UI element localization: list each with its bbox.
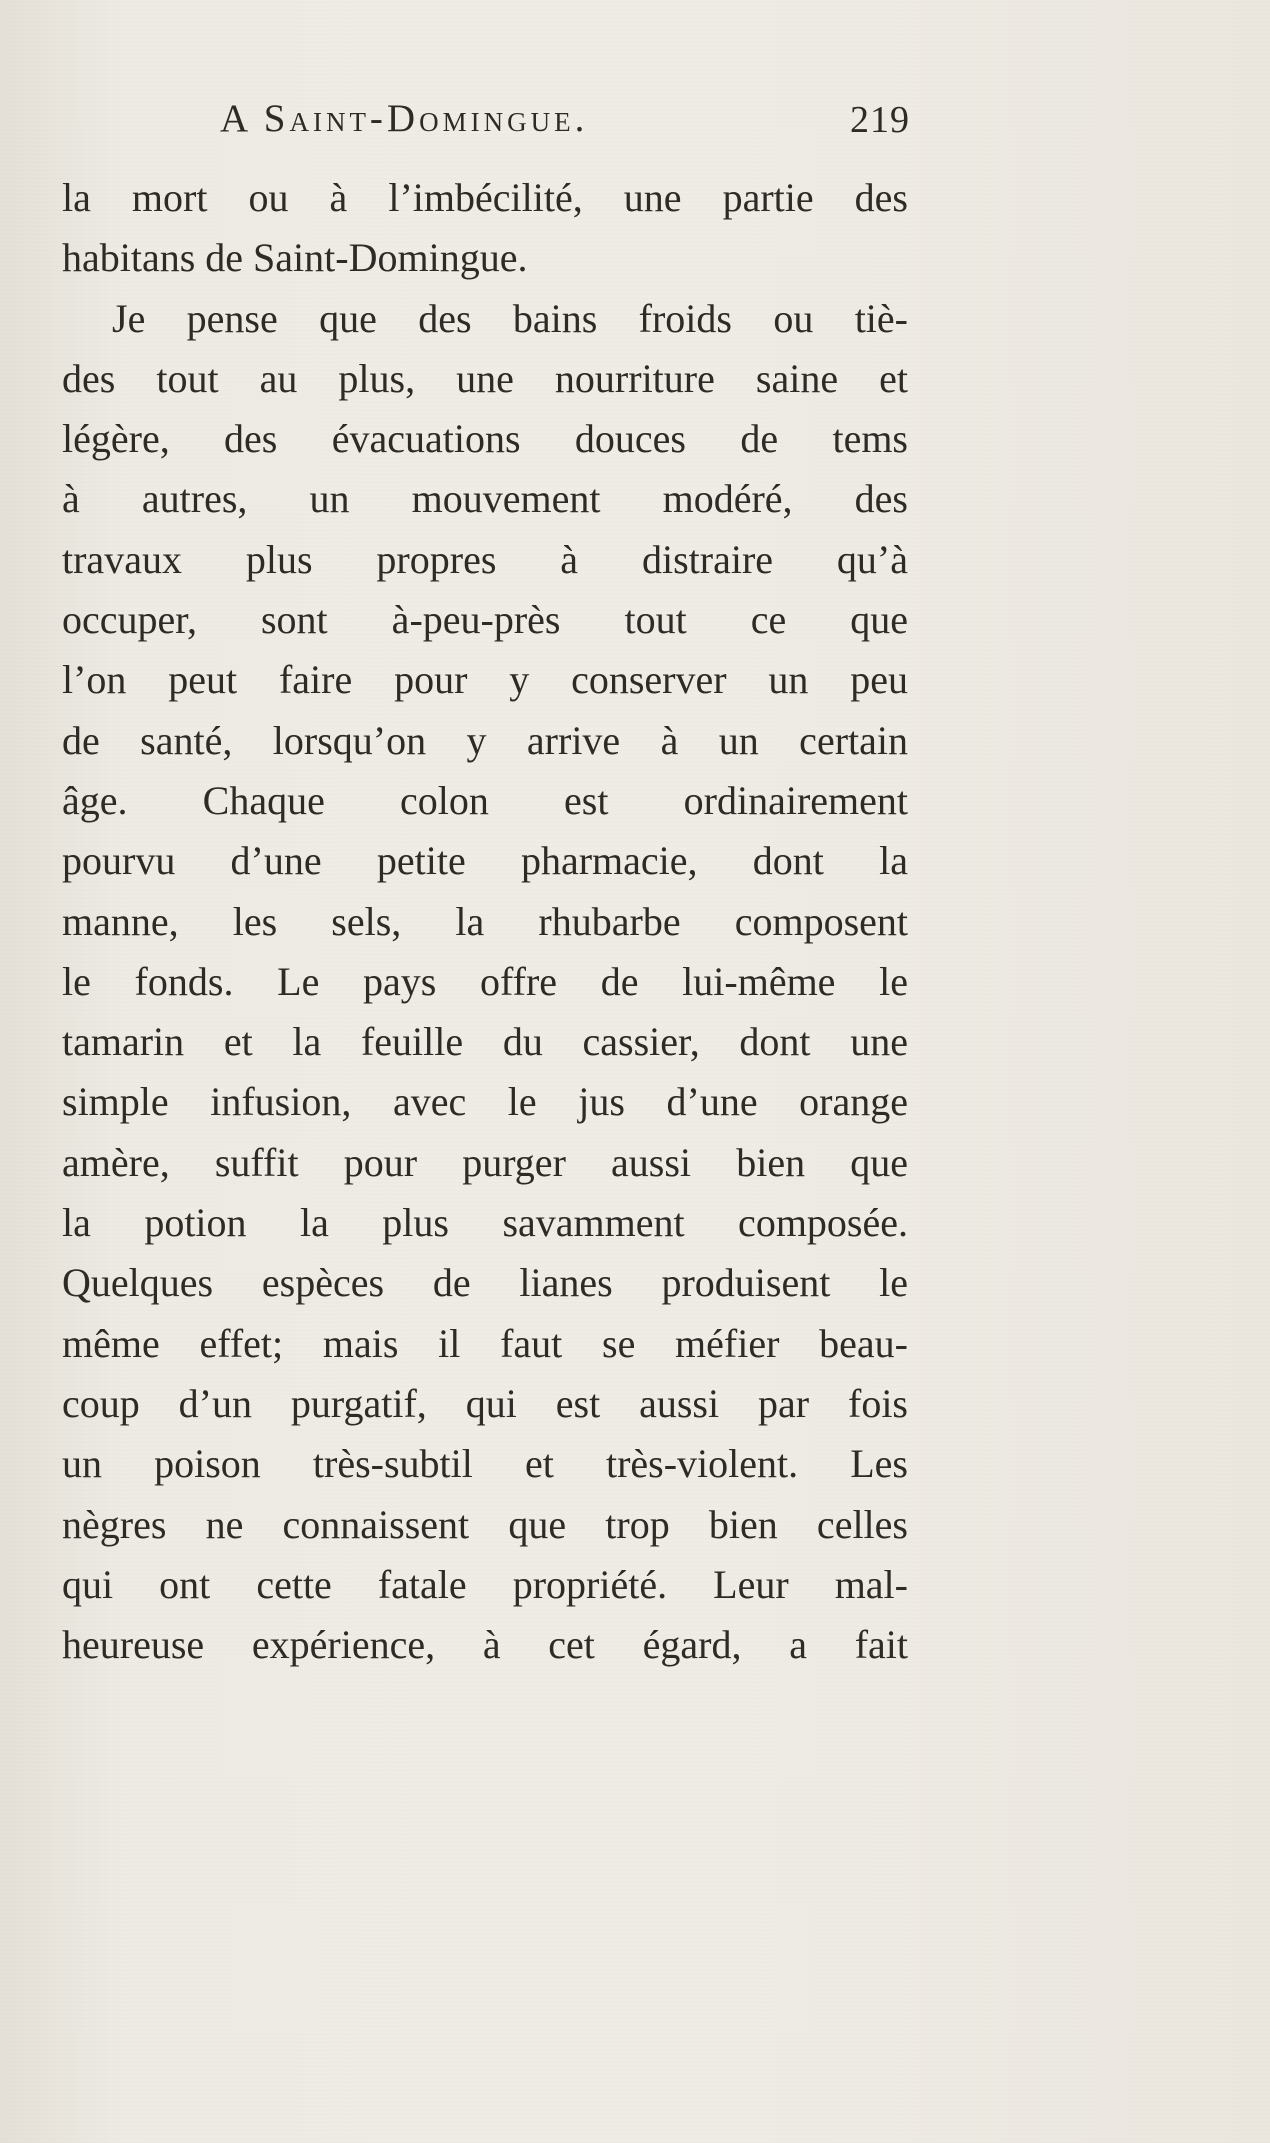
running-head [220,96,910,146]
text-line: manne, les sels, la rhubarbe composent [62,898,908,944]
running-title: A Saint-Domingue. [220,97,589,140]
text-line: un poison très-subtil et très-violent. Les [62,1441,908,1487]
text-line: heureuse expérience, à cet égard, a fait [62,1622,908,1668]
text-line: travaux plus propres à distraire qu’à [62,536,908,582]
text-line: la mort ou à l’imbécilité, une partie des [62,175,908,220]
text-line: l’on peut faire pour y conserver un peu [62,657,908,703]
text-line: des tout au plus, une nourriture saine et [62,355,908,401]
text-line: de santé, lorsqu’on y arrive à un certain [62,717,908,763]
text-line: coup d’un purgatif, qui est aussi par fois [62,1380,908,1426]
body-text [62,168,908,1675]
text-line: qui ont cette fatale propriété. Leur mal- [62,1561,908,1607]
text-line: nègres ne connaissent que trop bien celles [62,1501,908,1547]
text-line: simple infusion, avec le jus d’une orange [62,1079,908,1125]
text-line: Je pense que des bains froids ou tiè- [112,295,908,341]
text-line: âge. Chaque colon est ordinairement [62,777,908,823]
text-line: pourvu d’une petite pharmacie, dont la [62,838,908,884]
text-line: habitans de Saint-Domingue. [62,235,528,281]
text-line: même effet; mais il faut se méfier beau- [62,1320,908,1366]
text-line: à autres, un mouvement modéré, des [62,476,908,522]
text-line: occuper, sont à-peu-près tout ce que [62,597,908,643]
text-line: tamarin et la feuille du cassier, dont une [62,1019,908,1065]
text-line: Quelques espèces de lianes produisent le [62,1260,908,1306]
text-line: légère, des évacuations douces de tems [62,416,908,462]
text-line: la potion la plus savamment composée. [62,1200,908,1246]
page-number: 219 [850,99,910,141]
text-line: amère, suffit pour purger aussi bien que [62,1139,908,1185]
text-line: le fonds. Le pays offre de lui-même le [62,958,908,1004]
